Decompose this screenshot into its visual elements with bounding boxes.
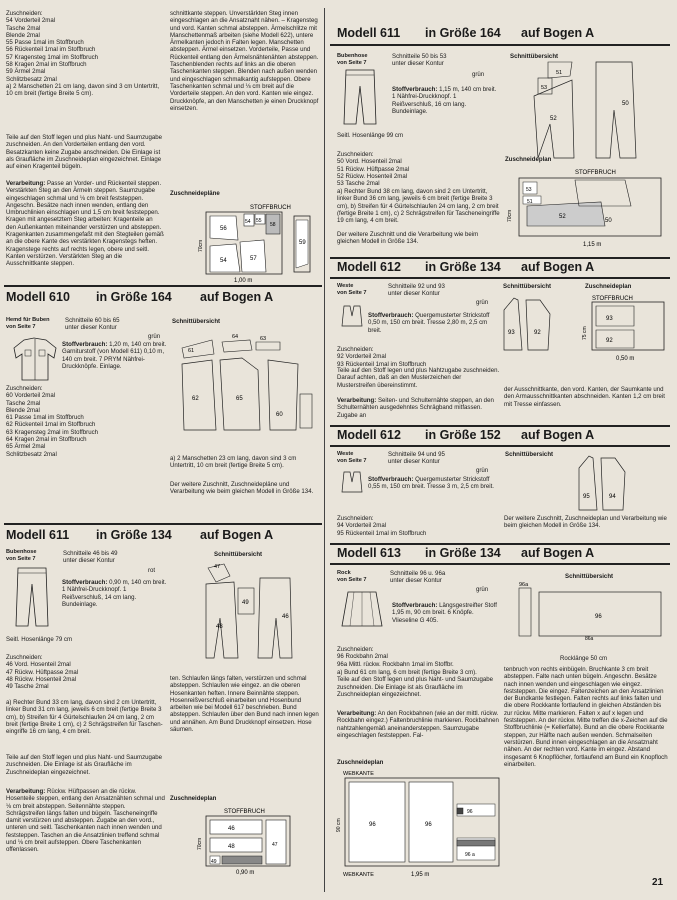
skirt-illustration [340, 590, 384, 628]
cutting-plan-612a [578, 290, 670, 362]
modell610-stoff [62, 341, 170, 383]
stoffbruch-label: STOFFBRUCH [575, 170, 616, 176]
pattern-overview-612b [575, 452, 635, 514]
stoff-label: Stoffverbrauch: [62, 341, 108, 348]
shirt-illustration [10, 336, 60, 384]
modell-size: in Größe 152 [425, 428, 501, 442]
modell611a-color: rot [148, 567, 156, 574]
piece-label: 58 [270, 222, 276, 228]
modell612b-heading [337, 428, 594, 442]
modell-bogen: auf Bogen A [521, 260, 595, 274]
section-rule [330, 543, 670, 545]
piece-label: 96a [519, 582, 529, 588]
modell-number: Modell 610 [6, 290, 70, 304]
piece-label: 96 [425, 822, 432, 828]
piece-label: 60 [276, 412, 283, 418]
modell-number: Modell 611 [337, 26, 401, 40]
dimension-label: 75 cm [582, 326, 588, 340]
dimension-label: 0,90 m [236, 870, 255, 876]
modell613-heading [337, 546, 594, 560]
piece-label: 95 [583, 494, 590, 500]
modell611a-text2: Teile auf den Stoff legen und plus Naht- und Saumzugabe zuschneiden. Die Einlage ist als Graufläche im Zuschneideplan eingezeichnet. [6, 754, 163, 776]
modell611b-title: Bubenhose von Seite 7 [337, 53, 368, 67]
modell-size: in Größe 164 [425, 26, 501, 40]
continued-text: schnittkante steppen. Unverstärkten Steg innen eingeschlagen an die Ansatznaht nähen. – Kragensteg und vord. Kanten schmal absteppen. Ärmelschlitze mit Manschettenmaß arbeiten (siehe Modell 622), untere Ärmelkanten jedoch in Falten legen. Manschetten absteppen. Ärmel einsetzen. Vorderteile, Passe und Rückenteil entlang den Ärmelsnähtenähten absteppen. Taschenblenden rechts auf links an die oberen Taschenkanten steppen. Blenden nach außen wenden und eingeschlagen schmalkantig aufsteppen. Obere Taschenkanten schmal und ⅛ cm breit auf die Vorderteile steppen. An den vord. Kanten wie eingez. Druckknöpfe, an den Manschetten je einen Druckknopf einsetzen. [170, 10, 319, 112]
modell611b-schnitt: Schnitteile 50 bis 53 unter dieser Kontur [392, 53, 447, 68]
stoff-text: 1,15 m, 140 cm breit. 1 Nähfrei-Druckknopf. 1 Reißverschluß, 16 cm lang. Bundeinlage. [392, 86, 497, 115]
verarbeitung-body: Rückw. Hüftpassen an die rückw. Hosenteile steppen, entlang den Ansatznähten schmal und ⅛ cm breit absteppen. Seitennähte steppen. Schrägstreifen längs falten und bügeln. Tascheneingriffe damit verstürzen und absteppen. Zugabe an den vord., unteren und seitl. Taschenkanten nach innen wenden und feststeppen. Taschen an die Ansatzlinien treffend schmal und ⅛ cm breit aufsteppen. Obere Taschenkanten offenlassen. [6, 788, 165, 854]
modell612a-stoff [368, 312, 496, 344]
piece-label: 96 [467, 809, 473, 815]
section-rule [330, 563, 670, 565]
stoffbruch-label: STOFFBRUCH [250, 205, 291, 211]
modell-bogen: auf Bogen A [521, 428, 595, 442]
schnittuebersicht-611b: Schnittübersicht [510, 53, 559, 60]
modell-bogen: auf Bogen A [200, 528, 274, 542]
piece-label: 54 [220, 258, 227, 264]
modell-bogen: auf Bogen A [200, 290, 274, 304]
section-rule [330, 44, 670, 46]
piece-label: 94 [609, 494, 616, 500]
modell612b-stoff [368, 476, 496, 508]
verarbeitung-label: Verarbeitung: [6, 180, 46, 187]
cutting-plan-611b [505, 166, 670, 252]
modell611a-verarbeitung [6, 788, 166, 884]
pattern-overview-613 [505, 580, 670, 642]
piece-label: 48 [228, 844, 235, 850]
dimension-label: 90 cm [336, 818, 342, 832]
modell610-schnitt: Schnitteile 60 bis 65 unter dieser Kontur [65, 317, 120, 332]
section-rule [4, 285, 322, 287]
modell612a-zuschneiden: Zuschneiden: 92 Vorderteil 2mal 93 Rückenteil 1mal im Stoffbruch [337, 346, 427, 368]
modell610-weitere: Der weitere Zuschnitt, Zuschneidepläne und Verarbeitung wie beim gleichen Modell in Größe 134. [170, 481, 314, 496]
verarbeitung-label: Verarbeitung: [6, 788, 46, 795]
modell611b-seitl: Seitl. Hosenlänge 99 cm [337, 132, 404, 139]
zuschneideplaene-label: Zuschneidepläne [170, 190, 220, 197]
modell-size: in Größe 134 [96, 528, 172, 542]
modell613-right-text: tenbruch von rechts einbügeln. Bruchkante 3 cm breit absteppen. Falte nach unten bügeln. Angeschn. Besätze nach innen wenden und eingeschlagen wie eingez. feststeppen. Die eingez. Faltenzeichen an den Ansatzlinien der Bundkante festlegen. Falten rechts auf links falten und die obere Rockkante fortlaufend in gleichen Abständen bis zur rückw. Mitte markieren. Falten x auf x legen und feststeppen. An der rückw. Mitte treffen die x-Zeichen auf die Stoffbruchlinie (= Kellerfalte). Bund an die obere Rockkante steppen, zur Hälfte nach außen wenden. Schmalseiten verstürzen. Bund innen eingeschlagen an die Ansatznaht nähen. An der rechten vord. Kante im eingez. Abstand insgesamt 6 Knopflöcher, fortlaufend am Bund ein Knopfloch einarbeiten. [504, 666, 668, 768]
stoff-text: Längsgestreifter Stoff 1,95 m, 90 cm breit. 6 Knöpfe. Vlieseline G 405. [392, 602, 497, 624]
piece-label: 51 [527, 199, 533, 205]
modell-number: Modell 611 [6, 528, 70, 542]
instruction-text: Teile auf den Stoff legen und plus Naht- und Saumzugabe zuschneiden. An den Vorderteilen entlang den vord. Besatzkanten keine Zugabe anschneiden. Die Einlage ist als Graufläche im Zuschneideplan eingezeichnet. Einlage auf einen Kragenteil bügeln. [6, 134, 163, 171]
cutting-plan-613 [337, 768, 517, 880]
dimension-label: 1,15 m [583, 242, 602, 248]
modell612b-right-text: Der weitere Zuschnitt, Zuschneideplan und Verarbeitung wie beim gleichen Modell in Größe 134. [504, 515, 667, 530]
modell611b-text: a) Rechter Bund 38 cm lang, davon sind 2 cm Untertritt, linker Bund 36 cm lang, jeweils 6 cm breit (fertige Breite 3 cm), b) Streifen für 4 Gürtelschlaufen 24 cm lang, 2 cm breit (fertige Breite 1 cm), c) 2 Schrägstreifen für Tascheneingriffe 19 cm lang, 4 cm breit. [337, 188, 500, 225]
piece-label: 47 [214, 564, 221, 570]
modell611b-color: grün [472, 71, 485, 78]
dimension-label: 1,95 m [411, 872, 430, 878]
modell611a-text1: a) Rechter Bund 33 cm lang, davon sind 2 cm Untertritt, linker Bund 31 cm lang, jeweils 6 cm breit (fertige Breite 3 cm), b) Streifen für 4 Gürtelschlaufen 24 cm lang, 2 cm breit (fertige Breite 1 cm), c) 2 Schrägstreifen für Tascheneingriffe 16 cm lang, 4 cm breit. [6, 699, 163, 736]
piece-label: 54 [245, 219, 251, 225]
modell611b-weitere: Der weitere Zuschnitt und die Verarbeitung wie beim gleichen Modell in Größe 134. [337, 231, 479, 246]
piece-label: 46 [228, 826, 235, 832]
modell612b-color: grün [476, 467, 489, 474]
section-rule [330, 445, 670, 447]
stoff-label: Stoffverbrauch: [392, 86, 438, 93]
piece-label: 50 [605, 218, 612, 224]
dimension-label: 0,50 m [616, 356, 635, 362]
modell610-title: Hemd für Buben von Seite 7 [6, 317, 50, 331]
piece-label: 53 [541, 85, 548, 91]
piece-label: 96 a [465, 852, 475, 858]
modell-size: in Größe 134 [425, 260, 501, 274]
piece-label: 49 [242, 600, 249, 606]
modell610-color: grün [148, 333, 161, 340]
modell612a-schnitt: Schnitteile 92 und 93 unter dieser Kontur [388, 283, 445, 298]
stoff-label: Stoffverbrauch: [368, 312, 414, 319]
zuschneiden-list-609: Zuschneiden: 54 Vorderteil 2mal Tasche 2mal Blende 2mal 55 Passe 1mal im Stoffbruch 56 Rückenteil 1mal im Stoffbruch 57 Kragensteg 1mal im Stoffbruch 58 Kragen 2mal im Stoffbruch 59 Ärmel 2mal Schlitzbesatz 2mal a) 2 Manschetten 21 cm lang, davon sind 3 cm Untertritt, 10 cm breit (fertige Breite 5 cm). [6, 10, 160, 98]
webkante-label: WEBKANTE [343, 771, 374, 777]
section-rule [330, 257, 670, 259]
piece-label: 61 [188, 348, 195, 354]
modell611a-heading [6, 528, 273, 542]
stoff-text: Quergemusterter Strickstoff 0,55 m, 150 cm breit. Tresse 3 m, 2,5 cm breit. [368, 476, 494, 491]
modell611a-title: Bubenhose von Seite 7 [6, 549, 37, 563]
schnittuebersicht-612b: Schnittübersicht [505, 451, 554, 458]
piece-label: 50 [622, 101, 629, 107]
stoff-label: Stoffverbrauch: [62, 579, 108, 586]
section-rule [330, 425, 670, 427]
piece-label: 63 [260, 336, 267, 342]
modell-number: Modell 612 [337, 428, 401, 442]
modell-size: in Größe 134 [425, 546, 501, 560]
dimension-label: 70cm [198, 239, 204, 252]
schnittuebersicht-613: Schnittübersicht [565, 573, 614, 580]
trousers-illustration [12, 566, 52, 628]
column-divider [324, 8, 325, 892]
rocklaenge: Rocklänge 50 cm [560, 655, 608, 662]
modell611a-seitl: Seitl. Hosenlänge 79 cm [6, 636, 73, 643]
piece-label: 93 [508, 330, 515, 336]
stoffbruch-label: STOFFBRUCH [592, 296, 633, 302]
stoff-text: 1,20 m, 140 cm breit. Garniturstoff (von Modell 611) 0,10 m, 140 cm breit. 7 PRYM Nähfrei-Druckknöpfe. Einlage. [62, 341, 167, 370]
modell612a-verarbeitung [337, 397, 500, 423]
schnittuebersicht-610: Schnittübersicht [172, 318, 221, 325]
trousers-illustration [338, 68, 382, 126]
verarbeitung-body: An den Rockbahnen (wie an der mittl. rückw. Rockbahn eingez.) Faltenbruchlinie markieren. Rockbahnen nahtzahlengemäß aneinandersteppen. Saumzugabe eingeschlagen feststeppen. Fal- [337, 710, 499, 739]
modell611b-zuschneiden: Zuschneiden: 50 Vord. Hosenteil 2mal 51 Rückw. Hüftpasse 2mal 52 Rückw. Hosenteil 2mal 53 Tasche 2mal [337, 151, 410, 188]
dimension-label: 1,00 m [234, 278, 253, 284]
zuschneideplan-label-612a: Zuschneideplan [585, 283, 632, 290]
modell612b-title: Weste von Seite 7 [337, 451, 367, 465]
verarbeitung-body: Seiten- und Schulternähte steppen, an den Schulternähten ausgedehntes Schrägband mitfassen. Zugabe an [337, 397, 494, 419]
verarbeitung-label: Verarbeitung: [337, 397, 377, 404]
modell611b-heading [337, 26, 594, 40]
modell-bogen: auf Bogen A [521, 26, 595, 40]
cutting-plan-609 [198, 202, 322, 284]
piece-label: 52 [550, 116, 557, 122]
piece-label: 96 [595, 614, 602, 620]
verarbeitung-body: Passe an Vorder- und Rückenteil steppen. Verstärkten Steg an den Ärmeln steppen. Saumzugabe eingeschlagen schmal und ⅛ cm breit feststeppen. Angeschn. Besätze nach innen wenden, entlang den Umbruchlinien einschlagen und 1,5 cm breit feststeppen. Kragen mit angesetztem Steg arbeiten: Kragenteile an den Außenkanten miteinander verstürzen und absteppen. Kragenkanten zusammengefaßt mit den Stegteilen gemäß an die obere Kante des verstärkten Kragenstegs heften. Kragenstege rechts auf rechts legen, obere und seitl. Kanten verstürzen. Verstärkten Steg an die Ausschnittkante steppen. [6, 180, 164, 268]
modell613-title: Rock von Seite 7 [337, 570, 367, 584]
modell611a-zuschneiden: Zuschneiden: 46 Vord. Hosenteil 2mal 47 Rückw. Hüftpasse 2mal 48 Rückw. Hosenteil 2mal 49 Tasche 2mal [6, 654, 79, 691]
modell-number: Modell 612 [337, 260, 401, 274]
pattern-overview-612a [500, 290, 560, 360]
piece-label: 51 [556, 70, 563, 76]
piece-label: 56 [220, 226, 227, 232]
modell612b-zuschneiden: Zuschneiden: 94 Vorderteil 2mal 95 Rückenteil 1mal im Stoffbruch [337, 515, 427, 537]
stoff-text: 0,90 m, 140 cm breit. 1 Nähfrei-Druckknopf. 1 Reißverschluß, 14 cm lang. Bundeinlage. [62, 579, 167, 608]
pattern-overview-611a [196, 558, 322, 664]
piece-label: 53 [526, 187, 532, 193]
piece-label: 86a [585, 636, 594, 642]
pattern-overview-611b [510, 60, 670, 160]
piece-label: 47 [272, 842, 278, 848]
dimension-label: 70cm [197, 837, 203, 850]
modell610-manschetten: a) 2 Manschetten 23 cm lang, davon sind 3 cm Untertritt, 10 cm breit (fertige Breite 5 cm). [170, 455, 297, 470]
modell612a-color: grün [476, 299, 489, 306]
vest-illustration [340, 304, 364, 328]
stoffbruch-label: STOFFBRUCH [224, 809, 265, 815]
dimension-label: 70cm [507, 209, 513, 222]
modell-bogen: auf Bogen A [521, 546, 595, 560]
piece-label: 92 [534, 330, 541, 336]
modell613-color: grün [476, 586, 489, 593]
section-rule [4, 523, 322, 525]
page-number: 21 [652, 877, 664, 888]
webkante-label: WEBKANTE [343, 872, 374, 878]
modell611a-continued: ten. Schlaufen längs falten, verstürzen und schmal absteppen. Schlaufen wie eingez. an die oberen Hosenkanten heften. Innere Beinnähte steppen. Hosenreißverschluß einarbeiten und Hosenbund arbeiten wie bei Modell 617 beschrieben. Bund absteppen. Schlaufen über den Bund nach innen legen und annähen. Am Bund Druckknopf einsetzen. Hose säumen. [170, 675, 319, 734]
piece-label: 59 [299, 240, 306, 246]
modell611b-stoff [392, 86, 498, 126]
modell-size: in Größe 164 [96, 290, 172, 304]
vest-illustration [340, 470, 364, 494]
modell613-schnitt: Schnitteile 96 u. 96a unter dieser Kontur [390, 570, 446, 585]
zuschneideplan-label-611a: Zuschneideplan [170, 795, 217, 802]
piece-label: 48 [216, 624, 223, 630]
stoff-label: Stoffverbrauch: [368, 476, 414, 483]
modell613-verarbeitung [337, 710, 500, 752]
modell612a-text: Teile auf den Stoff legen und plus Nahtzugabe zuschneiden. Darauf achten, daß an den Musterzeichen der Musterstreifen übereinstimmt. [337, 367, 500, 389]
modell612b-schnitt: Schnitteile 94 und 95 unter dieser Kontur [388, 451, 445, 466]
piece-label: 93 [606, 316, 613, 322]
piece-label: 96 [369, 822, 376, 828]
modell610-zuschneiden: Zuschneiden: 60 Vorderteil 2mal Tasche 2mal Blende 2mal 61 Passe 1mal im Stoffbruch 62 Rückenteil 1mal im Stoffbruch 63 Kragensteg 2mal im Stoffbruch 64 Kragen 2mal im Stoffbruch 65 Ärmel 2mal Schlitzbesatz 2mal [6, 385, 99, 458]
piece-label: 46 [282, 614, 289, 620]
zuschneideplan-label-611b: Zuschneideplan [505, 156, 552, 163]
stoff-text: Quergemusterter Strickstoff 0,50 m, 150 cm breit. Tresse 2,80 m, 2,5 cm breit. [368, 312, 490, 334]
modell612a-right-text: der Ausschnittkante, den vord. Kanten, der Saumkante und den Armausschnittkanten abschneiden. Kanten 1,2 cm breit mit Tresse einfassen. [504, 386, 665, 408]
piece-label: 55 [256, 218, 262, 224]
pattern-overview-610 [172, 330, 322, 440]
stoff-label: Stoffverbrauch: [392, 602, 438, 609]
modell-number: Modell 613 [337, 546, 401, 560]
schnittuebersicht-611a: Schnittübersicht [214, 551, 263, 558]
verarbeitung-label: Verarbeitung: [337, 710, 377, 717]
verarbeitung-text [6, 180, 164, 292]
modell611a-stoff [62, 579, 168, 614]
modell612a-heading [337, 260, 594, 274]
modell612a-title: Weste von Seite 7 [337, 283, 367, 297]
modell613-text: a) Bund 61 cm lang, 6 cm breit (fertige Breite 3 cm). Teile auf den Stoff legen und plus Naht- und Saumzugabe zuschneiden. Die Einlage ist als Graufläche im Zuschneideplan eingezeichnet. [337, 669, 494, 698]
zuschneideplan-label-613: Zuschneideplan [337, 759, 384, 766]
modell611a-schnitt: Schnitteile 46 bis 49 unter dieser Kontur [63, 550, 118, 565]
modell613-zuschneiden: Zuschneiden: 96 Rockbahn 2mal 96a Mittl. rückw. Rockbahn 1mal im Stoffbr. [337, 646, 454, 668]
piece-label: 57 [250, 256, 257, 262]
piece-label: 92 [606, 338, 613, 344]
modell613-stoff [392, 602, 498, 634]
cutting-plan-611a [196, 806, 322, 876]
schnittuebersicht-612a: Schnittübersicht [503, 283, 552, 290]
piece-label: 62 [192, 396, 199, 402]
piece-label: 64 [232, 334, 239, 340]
modell610-heading [6, 290, 273, 304]
piece-label: 65 [236, 396, 243, 402]
piece-label: 49 [211, 859, 217, 865]
section-rule [330, 277, 670, 279]
piece-label: 52 [559, 214, 566, 220]
